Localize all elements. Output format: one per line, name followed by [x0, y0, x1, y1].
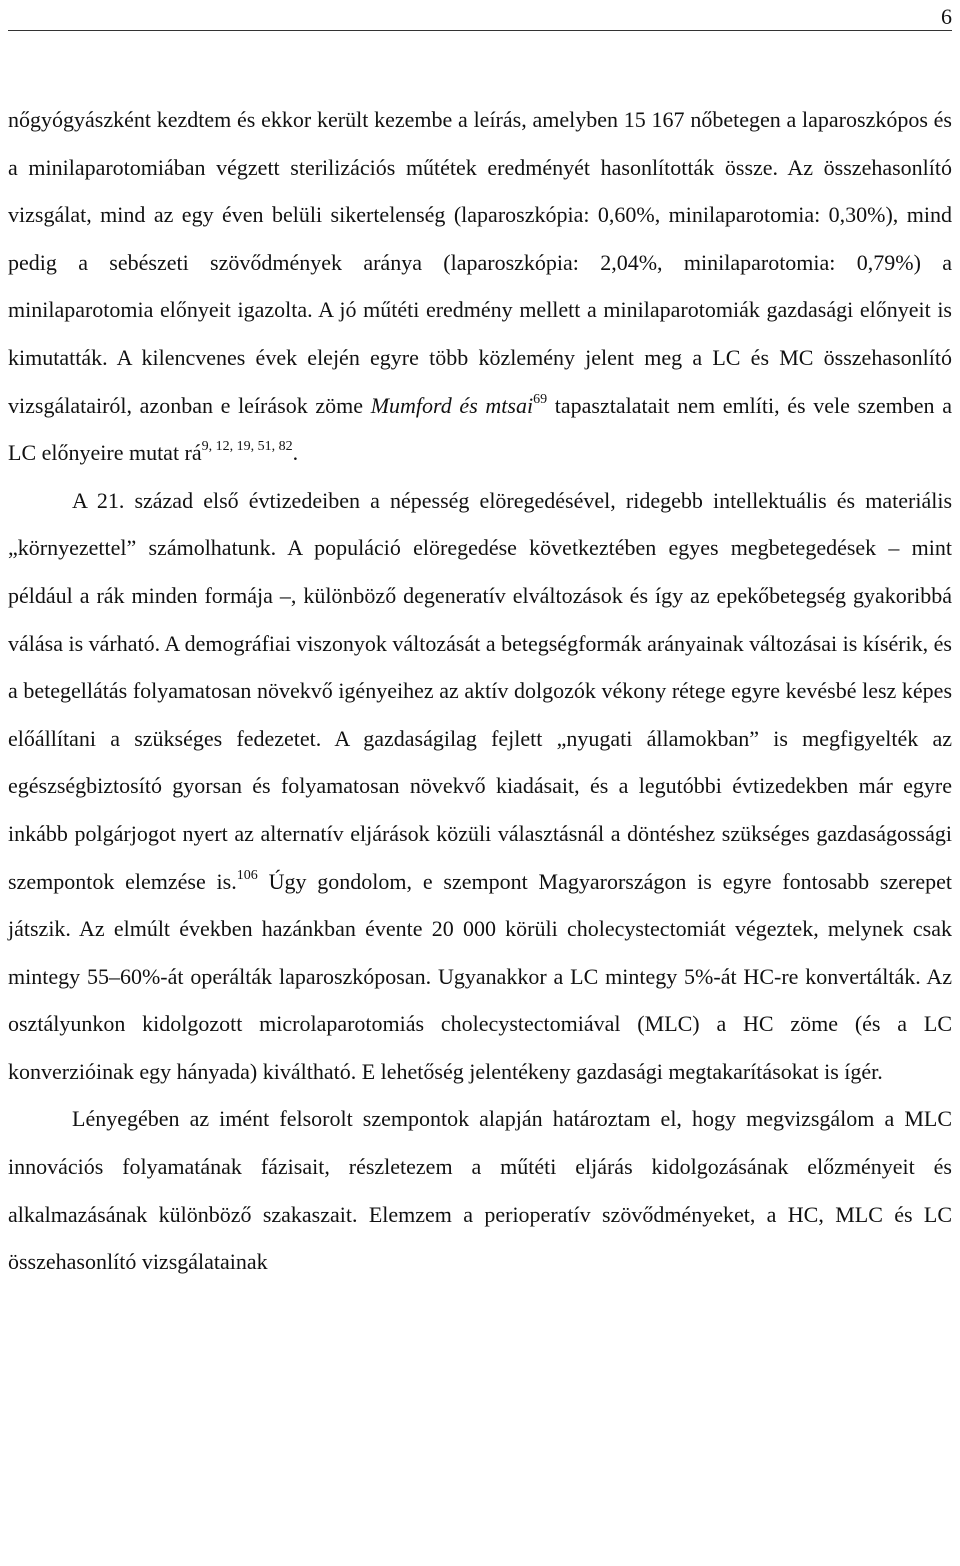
- citation-superscript: 106: [236, 867, 258, 883]
- paragraph-3: [8, 1095, 952, 1285]
- paragraph-1: [8, 96, 952, 477]
- paragraph-2: [8, 477, 952, 1096]
- paragraph-1-text-c: .: [292, 440, 299, 466]
- paragraph-2-text-b: Úgy gondolom, e szempont Magyarországon is egyre fontosabb szerepet játszik. Az elmúlt években hazánkban évente 20 000 körüli cholecystectomiát végeztek, melynek csak mintegy 55–60%-át operálták laparoszkóposan. Ugyanakkor a LC mintegy 5%-át HC-re konvertálták. Az osztályunkon kidolgozott microlaparotomiás cholecystectomiával (MLC) a HC zöme (és a LC konverzióinak egy hányada) kiváltható. E lehetőség jelentékeny gazdasági megtakarításokat is ígér.: [8, 868, 952, 1084]
- document-body: [8, 96, 952, 1286]
- paragraph-2-text-a: A 21. század első évtizedeiben a népesség elöregedésével, ridegebb intellektuális és materiális „környezettel” számolhatunk. A populáció elöregedése következtében egyes megbetegedések – mint például a rák minden formája –, különböző degeneratív elváltozások és így az epekőbetegség gyakoribbá válása is várható. A demográfiai viszonyok változását a betegségformák arányainak változásai is kísérik, és a betegellátás folyamatosan növekvő igényeihez az aktív dolgozók vékony rétege egyre kevésbé lesz képes előállítani a szükséges fedezetet. A gazdaságilag fejlett „nyugati államokban” is megfigyelték az egészségbiztosító gyorsan és folyamatosan növekvő kiadásait, és a legutóbbi évtizedekben már egyre inkább polgárjogot nyert az alternatív eljárások közüli választásnál a döntéshez szükséges gazdaságossági szempontok elemzése is.: [8, 487, 952, 894]
- citation-superscript: 9, 12, 19, 51, 82: [201, 439, 293, 455]
- paragraph-1-text-b: tapasztalatait nem említi, és vele szemben a LC előnyeire mutat rá: [8, 392, 952, 466]
- page-number: 6: [941, 4, 952, 29]
- paragraph-3-text: Lényegében az imént felsorolt szempontok alapján határoztam el, hogy megvizsgálom a MLC innovációs folyamatának fázisait, részletezem a műtéti eljárás kidolgozásának előzményeit és alkalmazásának különböző szakaszait. Elemzem a perioperatív szövődményeket, a HC, MLC és LC összehasonlító vizsgálatainak: [8, 1106, 952, 1275]
- citation-superscript: 69: [533, 391, 548, 407]
- page-header: [8, 0, 952, 31]
- author-reference: Mumford és mtsai: [370, 392, 534, 418]
- paragraph-1-text-a: nőgyógyászként kezdtem és ekkor került kezembe a leírás, amelyben 15 167 nőbetegen a laparoszkópos és a minilaparotomiában végzett sterilizációs műtétek eredményét hasonlították össze. Az összehasonlító vizsgálat, mind az egy éven belüli sikertelenség (laparoszkópia: 0,60%, minilaparotomia: 0,30%), mind pedig a sebészeti szövődmények aránya (laparoszkópia: 2,04%, minilaparotomia: 0,79%) a minilaparotomia előnyeit igazolta. A jó műtéti eredmény mellett a minilaparotomiák gazdasági előnyeit is kimutatták. A kilencvenes évek elején egyre több közlemény jelent meg a LC és MC összehasonlító vizsgálatairól, azonban e leírások zöme: [8, 107, 952, 418]
